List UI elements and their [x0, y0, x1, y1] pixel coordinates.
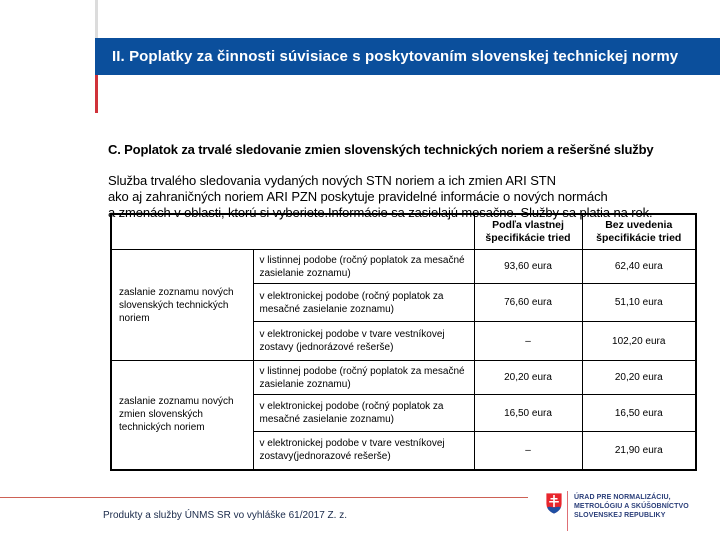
price-own-spec: – — [474, 432, 582, 470]
price-own-spec: 16,50 eura — [474, 395, 582, 432]
decorative-vertical-line-grey — [95, 0, 98, 38]
price-own-spec: 20,20 eura — [474, 361, 582, 395]
price-own-spec: – — [474, 322, 582, 361]
logo-line: ÚRAD PRE NORMALIZÁCIU, — [574, 494, 671, 501]
price-no-spec: 102,20 eura — [582, 322, 696, 361]
slovak-coat-of-arms-icon — [545, 492, 563, 515]
price-no-spec: 62,40 eura — [582, 250, 696, 284]
section-heading: C. Poplatok za trvalé sledovanie zmien slovenských technických noriem a rešeršné služby — [108, 142, 654, 157]
header-no-specification: Bez uvedenia špecifikácie tried — [582, 214, 696, 250]
organization-logo — [545, 491, 715, 531]
logo-line: SLOVENSKEJ REPUBLIKY — [574, 512, 666, 519]
table-row — [111, 250, 696, 284]
table-header-row — [111, 214, 696, 250]
table-row — [111, 361, 696, 395]
price-no-spec: 20,20 eura — [582, 361, 696, 395]
logo-separator — [567, 491, 568, 531]
row-description: v elektronickej podobe v tvare vestníkovej zostavy (jednorázové rešerše) — [253, 322, 474, 361]
footer-note: Produkty a služby ÚNMS SR vo vyhláške 61/2017 Z. z. — [103, 510, 347, 521]
description-line: a zmenách v oblasti, ktorú si vyberiete.Informácie sa zasielajú mesačne. Služby sa platia na rok. — [108, 205, 653, 220]
slide-title-banner — [95, 38, 720, 75]
decorative-vertical-line-red — [95, 75, 98, 113]
logo-line: METROLÓGIU A SKÚŠOBNÍCTVO — [574, 503, 689, 510]
price-no-spec: 16,50 eura — [582, 395, 696, 432]
price-own-spec: 76,60 eura — [474, 284, 582, 322]
logo-text — [574, 493, 689, 520]
price-no-spec: 51,10 eura — [582, 284, 696, 322]
row-description: v listinnej podobe (ročný poplatok za mesačné zasielanie zoznamu) — [253, 361, 474, 395]
footer-divider-line — [0, 497, 528, 498]
price-own-spec: 93,60 eura — [474, 250, 582, 284]
slide-title: II. Poplatky za činnosti súvisiace s poskytovaním slovenskej technickej normy — [112, 48, 679, 65]
row-description: v elektronickej podobe (ročný poplatok za mesačné zasielanie zoznamu) — [253, 284, 474, 322]
group-label: zaslanie zoznamu nových slovenských technických noriem — [111, 250, 253, 361]
description-line: Služba trvalého sledovania vydaných nových STN noriem a ich zmien ARI STN — [108, 173, 556, 188]
fees-table — [110, 213, 697, 471]
header-cell-empty — [111, 214, 474, 250]
row-description: v elektronickej podobe (ročný poplatok za mesačné zasielanie zoznamu) — [253, 395, 474, 432]
row-description: v elektronickej podobe v tvare vestníkovej zostavy(jednorazové rešerše) — [253, 432, 474, 470]
group-label: zaslanie zoznamu nových zmien slovenských technických noriem — [111, 361, 253, 470]
header-own-specification: Podľa vlastnej špecifikácie tried — [474, 214, 582, 250]
row-description: v listinnej podobe (ročný poplatok za mesačné zasielanie zoznamu) — [253, 250, 474, 284]
description-line: ako aj zahraničných noriem ARI PZN poskytuje pravidelné informácie o nových normách — [108, 189, 608, 204]
price-no-spec: 21,90 eura — [582, 432, 696, 470]
